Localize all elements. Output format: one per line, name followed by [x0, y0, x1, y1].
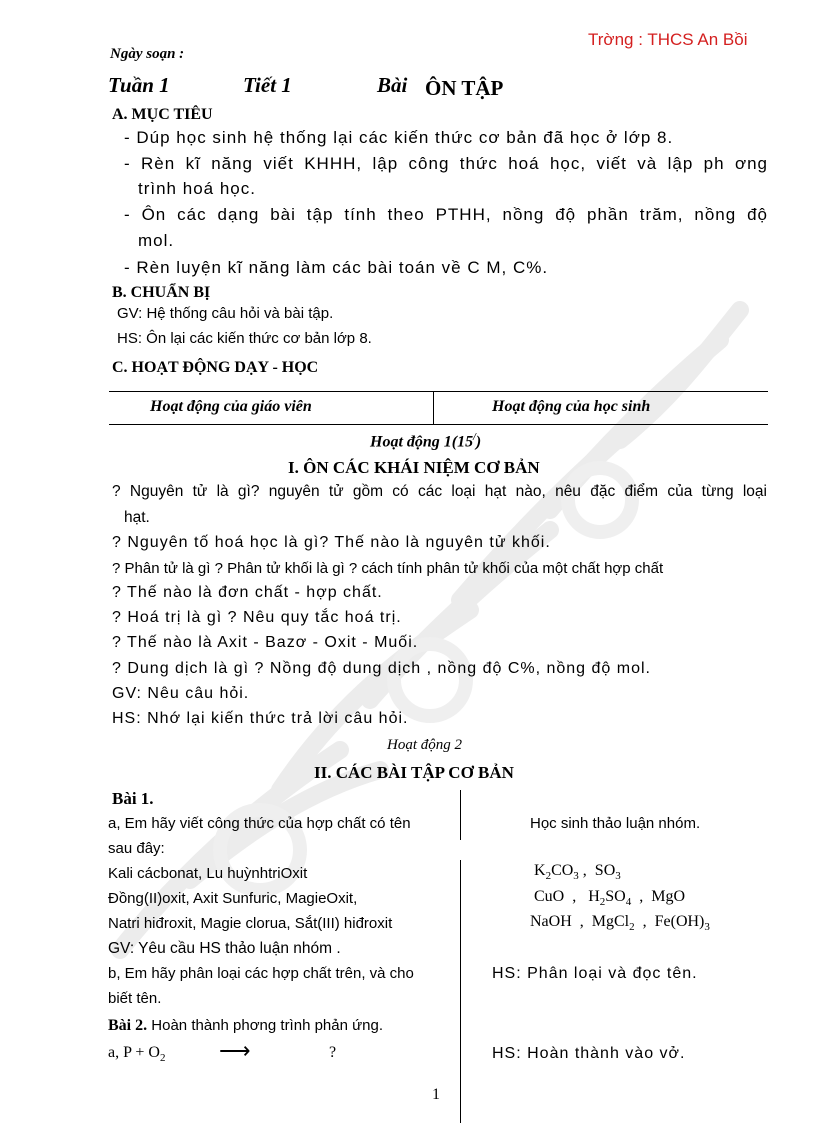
- section-a-heading: A. MỤC TIÊU: [112, 106, 213, 123]
- lesson-label: Bài: [377, 73, 408, 97]
- objective-line: - Rèn kĩ năng viết KHHH, lập công thức hoá học, viết và lập ph ơng: [124, 154, 768, 173]
- formula-text: CuO , H: [534, 888, 600, 905]
- question-line: HS: Nhớ lại kiến thức trả lời câu hỏi.: [112, 710, 409, 727]
- formula-line: [534, 862, 621, 882]
- equation-subscript: 2: [159, 1052, 166, 1065]
- section-b-heading: B. CHUẨN BỊ: [112, 284, 211, 301]
- student-column-header: Hoạt động của học sinh: [492, 398, 651, 415]
- question-line: ? Phân tử là gì ? Phân tử khối là gì ? cách tính phân tử khối của một chất hợp chất: [112, 560, 664, 577]
- objective-line: - Rèn luyện kĩ năng làm các bài toán về C M, C%.: [124, 258, 549, 277]
- question-line: hạt.: [124, 509, 150, 526]
- formula-line: [530, 913, 710, 933]
- exercise-text: biết tên.: [108, 990, 162, 1007]
- question-line: ? Nguyên tử là gì? nguyên tử gồm có các loại hạt nào, nêu đặc điểm của từng loại: [112, 483, 767, 500]
- equation-a: [108, 1044, 165, 1064]
- objective-line: - Dúp học sinh hệ thống lại các kiến thức cơ bản đã học ở lớp 8.: [124, 128, 674, 147]
- question-line: GV: Nêu câu hỏi.: [112, 685, 250, 702]
- preparation-line: GV: Hệ thống câu hỏi và bài tập.: [117, 305, 334, 322]
- equation-reactants: a, P + O: [108, 1044, 160, 1061]
- activity1-title-sup: /: [473, 432, 476, 443]
- formula-subscript: 2: [545, 870, 552, 883]
- objective-line: - Ôn các dạng bài tập tính theo PTHH, nồng độ phần trăm, nồng độ: [124, 205, 768, 224]
- exercise-1-label: Bài 1.: [112, 789, 154, 808]
- activity2-title: Hoạt động 2: [387, 737, 462, 753]
- activity1-title-text: Hoạt động 1(15: [370, 433, 474, 451]
- date-label: Ngày soạn :: [110, 46, 185, 62]
- formula-text: , SO: [578, 862, 616, 879]
- exercise-text: sau đây:: [108, 840, 165, 857]
- student-response: HS: Hoàn thành vào vở.: [492, 1045, 686, 1062]
- column-divider: [460, 860, 461, 1123]
- formula-line: [534, 888, 685, 908]
- question-line: ? Nguyên tố hoá học là gì? Thế nào là nguyên tử khối.: [112, 534, 551, 551]
- formula-text: , MgO: [631, 888, 686, 905]
- preparation-line: HS: Ôn lại các kiến thức cơ bản lớp 8.: [117, 330, 372, 347]
- equation-product: ?: [329, 1044, 337, 1061]
- section-c-heading: C. HOẠT ĐỘNG DẠY - HỌC: [112, 359, 319, 376]
- formula-text: CO: [551, 862, 574, 879]
- question-line: ? Dung dịch là gì ? Nồng độ dung dịch , nồng độ C%, nồng độ mol.: [112, 660, 651, 677]
- formula-subscript: 3: [615, 870, 621, 883]
- teacher-column-header: Hoạt động của giáo viên: [150, 398, 312, 415]
- student-response: HS: Phân loại và đọc tên.: [492, 965, 698, 982]
- question-line: ? Thế nào là đơn chất - hợp chất.: [112, 584, 383, 601]
- table-header-rule: [109, 424, 768, 425]
- formula-subscript: 2: [629, 921, 635, 934]
- formula-text: K: [534, 862, 546, 879]
- school-name: Trờng : THCS An Bồi: [588, 30, 748, 49]
- page-number: 1: [432, 1086, 440, 1103]
- activity1-title: [370, 432, 481, 451]
- formula-subscript: 3: [704, 921, 710, 934]
- exercise-text: Đồng(II)oxit, Axit Sunfuric, MagieOxit,: [108, 890, 358, 907]
- formula-subscript: 3: [573, 870, 579, 883]
- formula-text: NaOH , MgCl: [530, 913, 630, 930]
- question-line: ? Hoá trị là gì ? Nêu quy tắc hoá trị.: [112, 609, 402, 626]
- table-top-rule: [109, 391, 768, 392]
- activity1-heading: I. ÔN CÁC KHÁI NIỆM CƠ BẢN: [288, 458, 540, 477]
- table-divider: [433, 391, 434, 424]
- exercise-2-line: [108, 1017, 383, 1035]
- exercise-text: Kali cácbonat, Lu huỳnhtriOxit: [108, 865, 308, 882]
- activity1-title-end: ): [475, 433, 482, 451]
- exercise-text: b, Em hãy phân loại các hợp chất trên, và cho: [108, 965, 414, 982]
- formula-subscript: 4: [625, 896, 632, 909]
- formula-subscript: 2: [599, 896, 606, 909]
- exercise-2-label: Bài 2.: [108, 1017, 148, 1034]
- objective-line: trình hoá học.: [138, 179, 256, 198]
- student-response: Học sinh thảo luận nhóm.: [530, 815, 701, 832]
- exercise-text: GV: Yêu cầu HS thảo luận nhóm .: [108, 940, 341, 957]
- exercise-text: Natri hiđroxit, Magie clorua, Sắt(III) hiđroxit: [108, 915, 393, 932]
- objective-line: mol.: [138, 231, 175, 250]
- lesson-title: ÔN TẬP: [425, 76, 504, 100]
- column-divider: [460, 790, 461, 840]
- activity2-heading: II. CÁC BÀI TẬP CƠ BẢN: [314, 763, 514, 782]
- formula-text: , Fe(OH): [634, 913, 705, 930]
- week-label: Tuần 1: [108, 73, 170, 97]
- reaction-arrow: ⟶: [219, 1038, 251, 1063]
- question-line: ? Thế nào là Axit - Bazơ - Oxit - Muối.: [112, 634, 419, 651]
- formula-text: SO: [605, 888, 626, 905]
- exercise-text: a, Em hãy viết công thức của hợp chất có tên: [108, 815, 411, 832]
- period-label: Tiết 1: [243, 73, 292, 97]
- exercise-2-text: Hoàn thành phơng trình phản ứng.: [147, 1017, 384, 1034]
